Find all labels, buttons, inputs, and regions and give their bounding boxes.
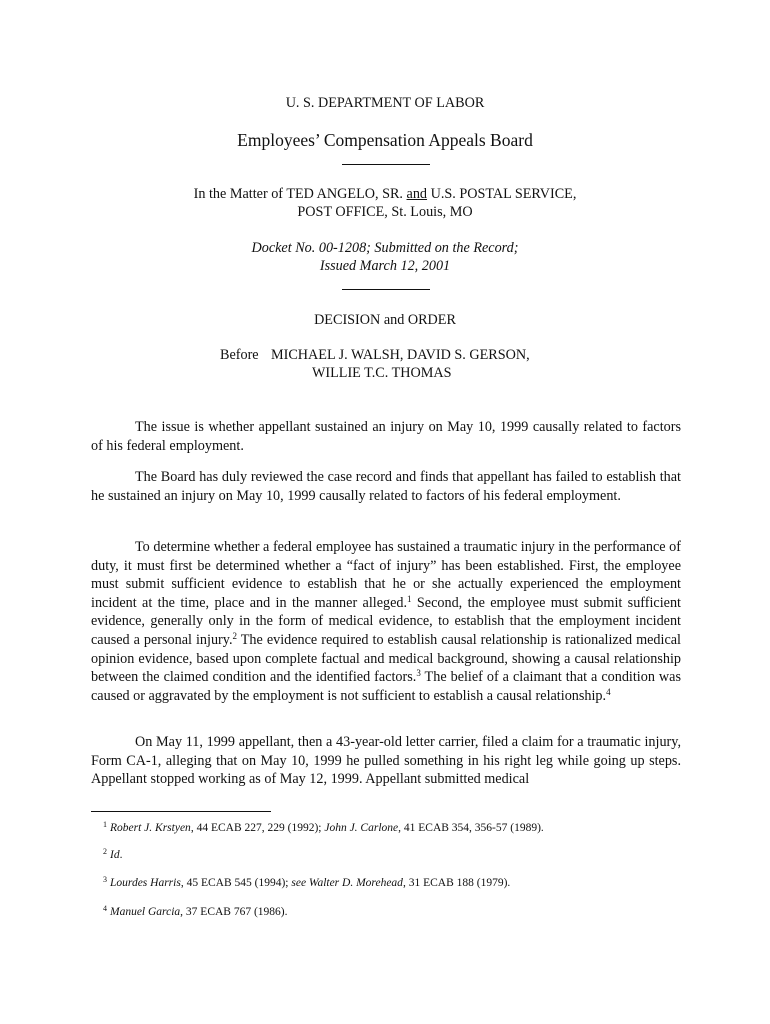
matter-line-1: In the Matter of TED ANGELO, SR. and U.S. POSTAL SERVICE, — [193, 186, 577, 202]
footnote-2: $^2$ Id. — [103, 847, 123, 861]
footnote-ref-1: 1 — [407, 593, 412, 604]
footnote-1: $^1$ Robert J. Krstyen, 44 ECAB 227, 229 (1992); John J. Carlone, 41 ECAB 354, 356-57 (1989). — [103, 820, 544, 834]
before-judges-line-1: MICHAEL J. WALSH, DAVID S. GERSON, — [271, 347, 530, 363]
before-judges-line-2: WILLIE T.C. THOMAS — [312, 365, 452, 381]
department-heading: U. S. DEPARTMENT OF LABOR — [285, 95, 485, 111]
before-label: Before — [220, 347, 259, 363]
footnote-3: $^3$ Lourdes Harris, 45 ECAB 545 (1994); see Walter D. Morehead, 31 ECAB 188 (1979). — [103, 875, 511, 889]
footnote-ref-2: 2 — [232, 630, 237, 641]
paragraph-facts: On May 11, 1999 appellant, then a 43-year-old letter carrier, filed a claim for a traumatic injury, Form CA-1, alleging that on May 10, 1999 he pulled something in his right leg while going up steps. Appellant stopped working as of May 12, 1999. Appellant submitted medical — [91, 734, 681, 788]
footnote-ref-3: 3 — [416, 668, 421, 679]
decision-heading: DECISION and ORDER — [314, 312, 456, 328]
docket-line-1: Docket No. 00-1208; Submitted on the Record; — [251, 240, 519, 256]
title-rule — [342, 164, 430, 165]
matter-line-2: POST OFFICE, St. Louis, MO — [297, 204, 473, 220]
docket-line-2: Issued March 12, 2001 — [319, 258, 451, 274]
footnote-ref-4: 4 — [606, 686, 611, 697]
footnote-divider — [91, 811, 271, 812]
board-title: Employees’ Compensation Appeals Board — [237, 130, 533, 150]
paragraph-issue: The issue is whether appellant sustained an injury on May 10, 1999 causally related to factors of his federal employment. — [91, 419, 681, 454]
footnote-4: $^4$ Manuel Garcia, 37 ECAB 767 (1986). — [103, 904, 288, 918]
docket-rule — [342, 289, 430, 290]
paragraph-standard: To determine whether a federal employee has sustained a traumatic injury in the performance of duty, it must first be determined whether a “fact of injury” has been established. First, the employee must submit sufficient evidence to establish that he or she actually experienced the employment incident at the time, place and in the manner alleged.$^1$ Second, the employee must submit sufficient evidence, generally only in the form of medical evidence, to establish that the employment incident caused a personal injury.$^2$ The evidence required to establish causal relationship is rationalized medical opinion evidence, based upon complete factual and medical background, showing a causal relationship between the claimed condition and the identified factors.$^3$ The belief of a claimant that a condition was caused or aggravated by the employment is not sufficient to establish a causal relationship.$^4$ — [91, 539, 681, 704]
paragraph-review: The Board has duly reviewed the case record and finds that appellant has failed to establish that he sustained an injury on May 10, 1999 causally related to factors of his federal employment. — [91, 469, 681, 504]
